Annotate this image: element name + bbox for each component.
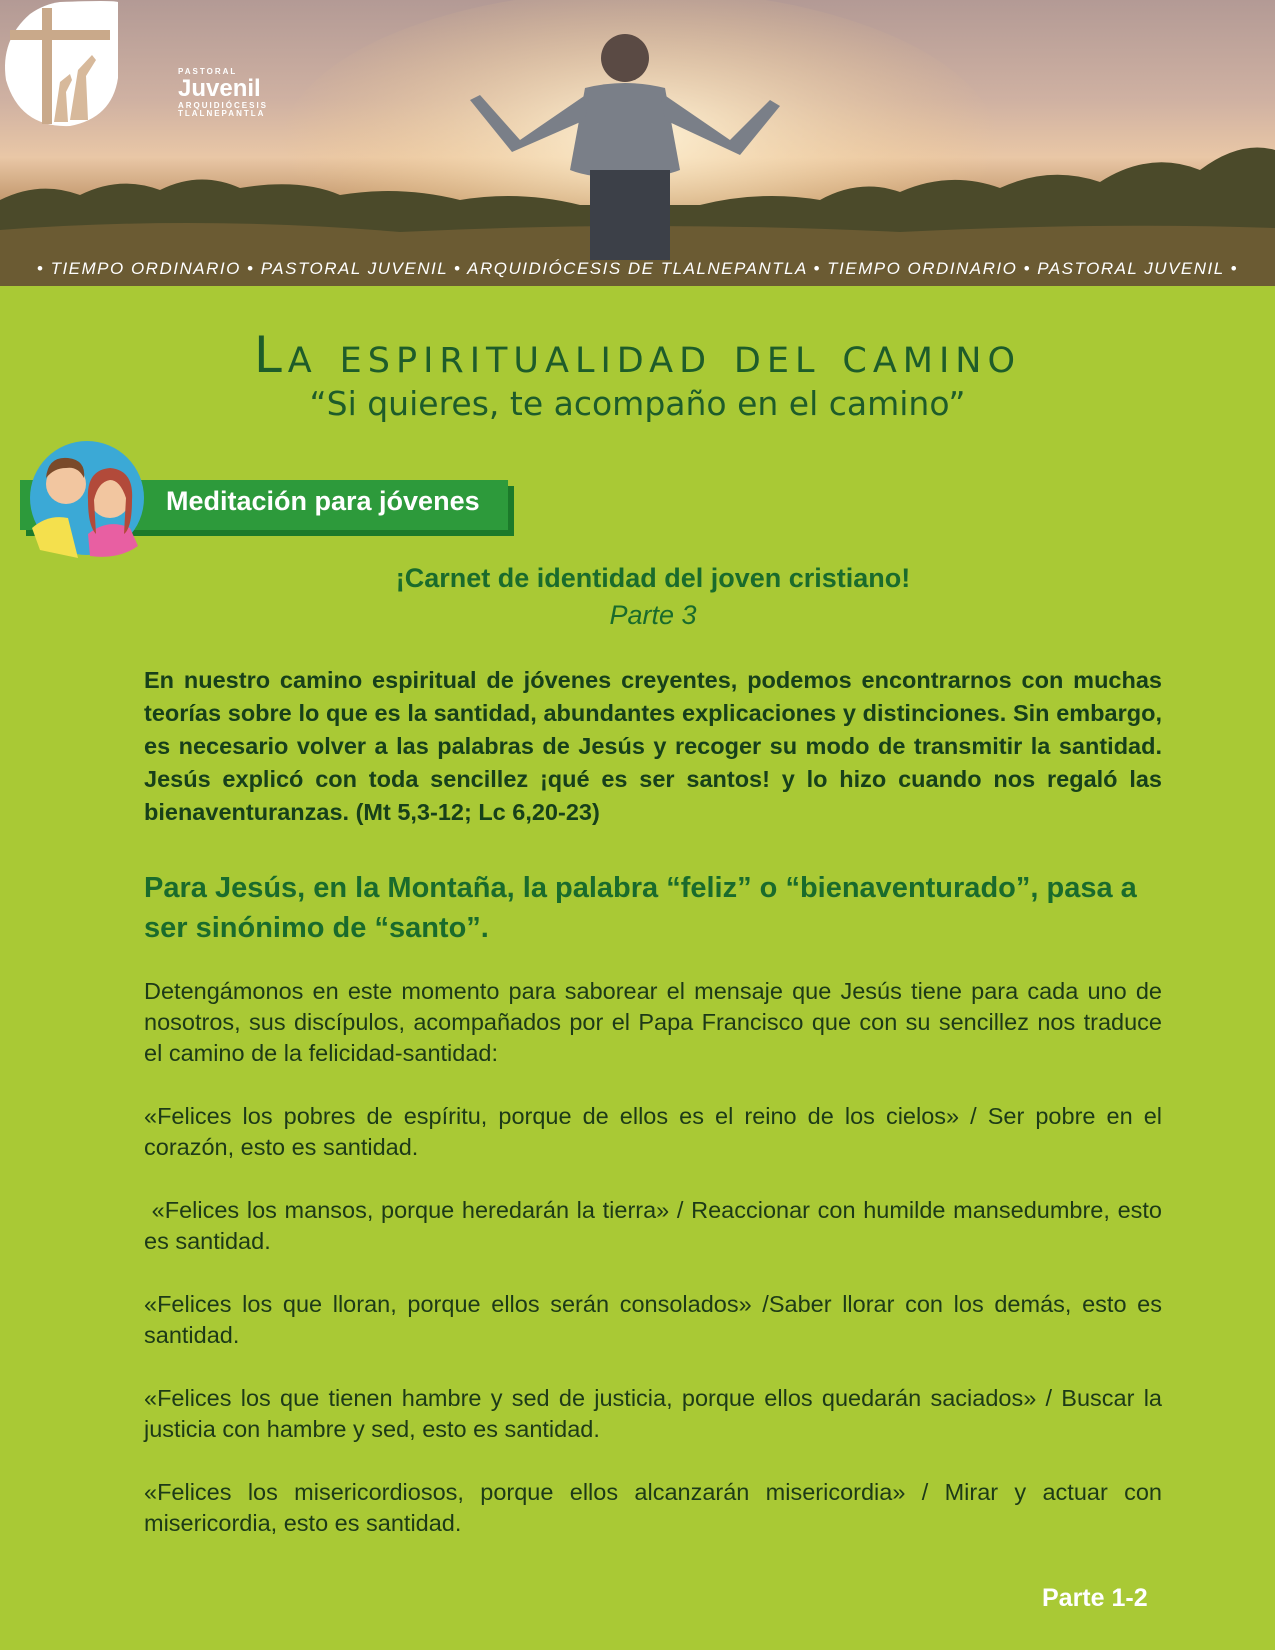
highlight-statement: Para Jesús, en la Montaña, la palabra “feliz” o “bienaventurado”, pasa a ser sinónimo de “santo”. xyxy=(144,872,1137,944)
page-footer-part: Parte 1-2 xyxy=(1042,1584,1148,1612)
logo-line2: TLALNEPANTLA xyxy=(178,109,266,118)
page-title: La espiritualidad del camino xyxy=(253,326,1022,384)
logo-wordmark xyxy=(178,68,268,118)
section-badge-label: Meditación para jóvenes xyxy=(166,486,480,516)
logo-line1: ARQUIDIÓCESIS xyxy=(178,101,269,110)
beatitude-paragraph: «Felices los mansos, porque heredarán la tierra» / Reaccionar con humilde mansedumbre, esto es santidad. xyxy=(144,1197,1169,1254)
beatitude-paragraph: «Felices los que lloran, porque ellos serán consolados» /Saber llorar con los demás, esto es santidad. xyxy=(144,1291,1162,1348)
header-banner xyxy=(0,0,1275,286)
youth-avatar-icon xyxy=(28,438,146,558)
beatitude-paragraph: «Felices los misericordiosos, porque ellos alcanzarán misericordia» / Mirar y actuar con misericordia, esto es santidad. xyxy=(144,1479,1162,1536)
logo-top-line: PASTORAL xyxy=(178,67,238,76)
banner-ticker: • TIEMPO ORDINARIO • PASTORAL JUVENIL • ARQUIDIÓCESIS DE TLALNEPANTLA • TIEMPO ORDINARIO • PASTORAL JUVENIL • xyxy=(36,259,1239,278)
section-title: ¡Carnet de identidad del joven cristiano! xyxy=(395,563,911,593)
section-part: Parte 3 xyxy=(609,600,697,630)
page-subtitle: “Si quieres, te acompaño en el camino” xyxy=(309,384,966,423)
beatitude-paragraph: «Felices los que tienen hambre y sed de justicia, porque ellos quedarán saciados» / Buscar la justicia con hambre y sed, esto es santidad. xyxy=(144,1385,1162,1442)
intro-paragraph: En nuestro camino espiritual de jóvenes creyentes, podemos encontrarnos con muchas teorías sobre lo que es la santidad, abundantes explicaciones y distinciones. Sin embargo, es necesario volver a las palabras de Jesús y recoger su modo de transmitir la santidad. Jesús explicó con toda sencillez ¡qué es ser santos! y lo hizo cuando nos regaló las bienaventuranzas. (Mt 5,3-12; Lc 6,20-23) xyxy=(144,667,1162,825)
logo-name: Juvenil xyxy=(178,75,261,102)
paragraph: Detengámonos en este momento para saborear el mensaje que Jesús tiene para cada uno de nosotros, sus discípulos, acompañados por el Papa Francisco que con su sencillez nos traduce el camino de la felicidad-santidad: xyxy=(144,978,1162,1066)
beatitude-paragraph: «Felices los pobres de espíritu, porque de ellos es el reino de los cielos» / Ser pobre en el corazón, esto es santidad. xyxy=(144,1103,1162,1160)
